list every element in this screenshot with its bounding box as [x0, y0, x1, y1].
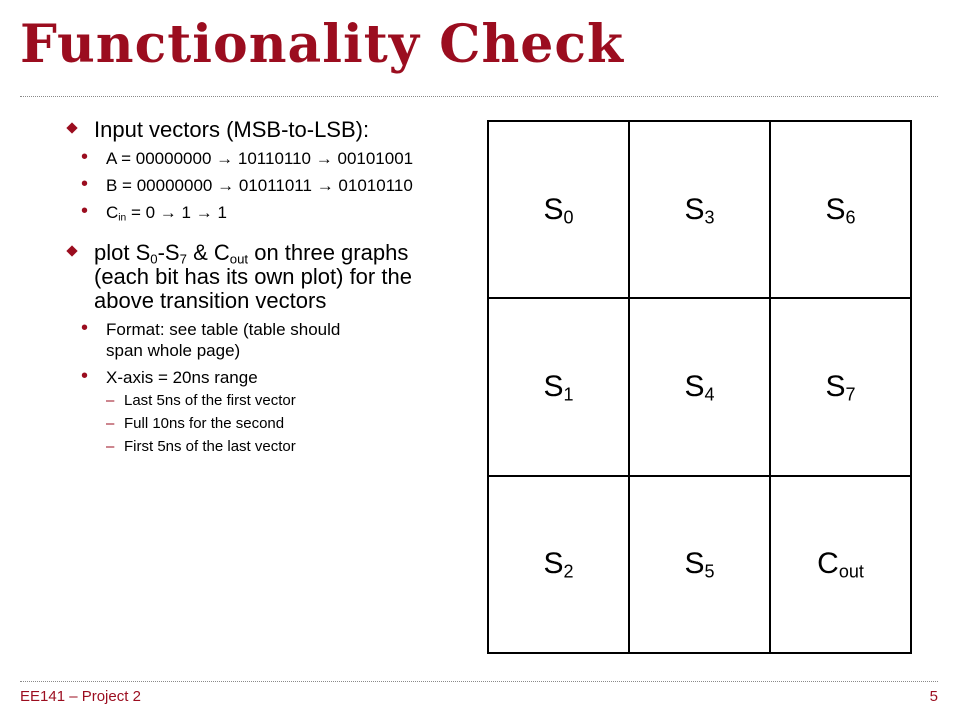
cell-sub: 7 [845, 384, 856, 405]
plot-text-dash: -S [157, 240, 180, 265]
bottom-divider [20, 681, 938, 682]
diamond-bullet-icon [66, 245, 77, 256]
cell-sub: 3 [704, 207, 715, 228]
cin-third: 1 [217, 203, 227, 222]
sub-item-second [66, 414, 466, 434]
sub-item-text: Last 5ns of the first vector [124, 392, 296, 409]
vector-a-item [66, 148, 466, 169]
cin-second: 1 [181, 203, 191, 222]
table-row [488, 121, 911, 298]
cell-base: S [825, 192, 846, 226]
plot-sub-out: out [229, 251, 249, 267]
dot-bullet-icon: • [81, 146, 89, 168]
table-cell [770, 298, 911, 475]
plot-text-start: plot S [94, 240, 151, 265]
arrow-icon: → [316, 176, 334, 195]
plot-sub-7: 7 [179, 251, 187, 267]
cell-sub: 5 [704, 561, 715, 582]
vector-a-second: 10110110 [237, 149, 312, 168]
plot-sub-0: 0 [150, 251, 158, 267]
table-cell [770, 476, 911, 653]
arrow-icon: → [159, 203, 177, 222]
bullet-text: Input vectors (MSB-to-LSB): [94, 117, 370, 142]
top-divider [20, 96, 938, 97]
vector-a-start: A = 00000000 [106, 149, 212, 168]
table-row [488, 476, 911, 653]
footer-course: EE141 – Project 2 [20, 688, 141, 705]
dash-bullet-icon: – [106, 438, 115, 455]
bullet-list [66, 118, 466, 457]
slide-title: Functionality Check [20, 14, 625, 75]
xaxis-text: X-axis = 20ns range [106, 368, 258, 387]
dot-bullet-icon: • [81, 173, 89, 195]
cin-start: = 0 [126, 203, 156, 222]
format-text: Format: see table (table should span whole page) [106, 320, 341, 360]
vector-b-start: B = 00000000 [106, 176, 213, 195]
vector-b-item [66, 175, 466, 196]
vector-b-third: 01010110 [338, 176, 413, 195]
footer [20, 688, 938, 705]
cell-sub: 6 [845, 207, 856, 228]
cell-base: S [543, 369, 564, 403]
cell-sub: 4 [704, 384, 715, 405]
sub-item-first [66, 391, 466, 411]
cell-sub: 0 [563, 207, 574, 228]
sub-item-text: First 5ns of the last vector [124, 438, 296, 455]
table-cell [629, 476, 770, 653]
arrow-icon: → [195, 203, 213, 222]
cell-sub: out [838, 561, 864, 582]
dash-bullet-icon: – [106, 415, 115, 432]
cell-base: S [684, 369, 705, 403]
dot-bullet-icon: • [81, 200, 89, 222]
bullet-plot [66, 241, 466, 313]
arrow-icon: → [217, 176, 235, 195]
page-number: 5 [929, 688, 938, 705]
dot-bullet-icon: • [81, 365, 89, 387]
cell-base: S [684, 192, 705, 226]
cell-base: S [543, 547, 564, 581]
diamond-bullet-icon [66, 122, 77, 133]
cell-base: S [825, 369, 846, 403]
table-cell [770, 121, 911, 298]
cin-name: C [106, 203, 119, 222]
table-cell [629, 298, 770, 475]
table-cell [488, 121, 629, 298]
xaxis-item [66, 367, 466, 388]
vector-a-third: 00101001 [337, 149, 414, 168]
sub-item-third [66, 437, 466, 457]
cell-base: C [817, 547, 839, 581]
table-cell [488, 298, 629, 475]
plot-text-amp: & C [186, 240, 230, 265]
cin-subscript: in [118, 212, 127, 224]
plot-text-end: on three graphs (each bit has its own plot) for the above transition vectors [94, 240, 412, 313]
table-cell [488, 476, 629, 653]
table-cell [629, 121, 770, 298]
cell-base: S [684, 547, 705, 581]
sub-item-text: Full 10ns for the second [124, 415, 285, 432]
dot-bullet-icon: • [81, 317, 89, 339]
signal-table [487, 120, 912, 654]
cell-sub: 1 [563, 384, 574, 405]
cell-base: S [543, 192, 564, 226]
cell-sub: 2 [563, 561, 574, 582]
table-row [488, 298, 911, 475]
vector-cin-item [66, 202, 466, 223]
arrow-icon: → [315, 149, 333, 168]
format-item [66, 319, 466, 361]
bullet-input-vectors [66, 118, 466, 142]
arrow-icon: → [216, 149, 234, 168]
vector-b-second: 01011011 [238, 176, 312, 195]
dash-bullet-icon: – [106, 392, 115, 409]
